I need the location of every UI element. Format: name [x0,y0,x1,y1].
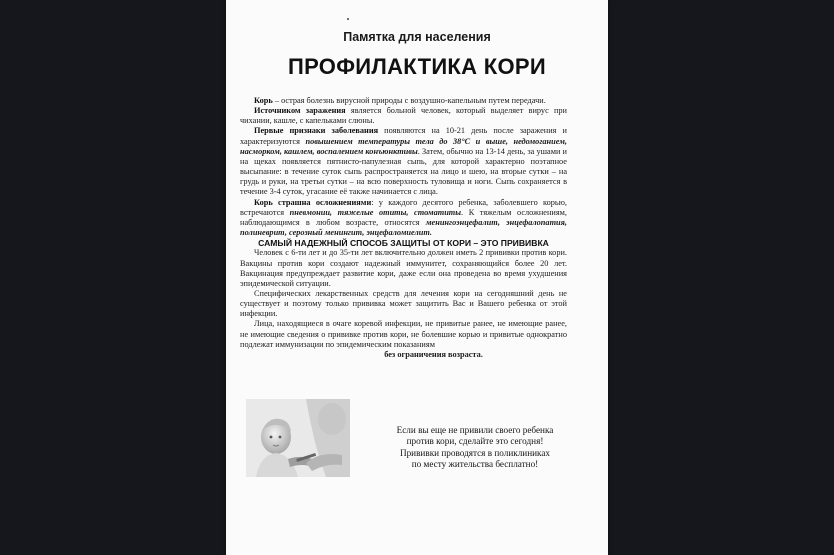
symptoms-text-1: появляются на 10-21 день после заражения и характеризуются [240,126,567,146]
paragraph-vaccination-age: Человек с 6-ти лет и до 35-ти лет включительно должен иметь 2 прививки против кори. Вакцины против кори создают надежный иммунитет, сохраняющийся более 20 лет. Вакцинация предупреждает развитие кори, даже если она проведена во время ухудшения эпидемической ситуации. [240,248,567,288]
callout-line-4: по месту жительства бесплатно! [411,459,539,470]
definition-text: – острая болезнь вирусной природы с воздушно-капельным путем передачи. [272,96,546,105]
callout-line-2: против кори, сделайте это сегодня! [406,436,544,447]
child-vaccination-photo [246,399,350,477]
complications-text-2: . К тяжелым осложнениям, наблюдающимся в любом возрасте, относятся [240,207,567,227]
paragraph-no-treatment: Специфических лекарственных средств для лечения кори на сегодняшний день не существует и поэтому только прививка может защитить Вас и Вашего ребенка от этой инфекции. [240,288,567,319]
child-vaccination-illustration [246,399,350,477]
section-heading-vaccination: САМЫЙ НАДЕЖНЫЙ СПОСОБ ЗАЩИТЫ ОТ КОРИ – ЭТО ПРИВИВКА [258,238,549,249]
complications-text-1: : у каждого десятого ребенка, заболевшего корью, встречаются [240,197,567,217]
no-age-limit-note: без ограничения возраста. [384,349,483,359]
severe-complications-list: менингоэнцефалит, энцефалопатия, полиневрит, серозный менингит, энцефаломиелит. [240,217,567,238]
paragraph-symptoms [240,126,567,197]
symptoms-list: повышением температуры тела до 38°С и выше, недомоганием, насморком, кашлем, воспалением конъюнктивы [240,136,567,156]
leaflet-subtitle: Памятка для населения [343,30,491,44]
paragraph-definition [240,96,567,106]
leaflet-title: ПРОФИЛАКТИКА КОРИ [287,54,546,79]
callout-line-1: Если вы еще не привили своего ребенка [396,425,554,435]
term-measles: Корь [254,96,273,105]
complications-list: пневмонии, тяжелые отиты, стоматиты [289,207,462,217]
symptoms-text-2: . Затем, обычно на 13-14 день, за ушами и на щеках появляется пятнисто-папулезная сыпь, для которой характерно поэтапное высыпание: в течение суток сыпь распространяется на лицо и шею, на вторые сутки – на грудь и руки, на третьи сутки – на всю поверхность туловища и ноги. Сыпь сохраняется в течение 3-4 суток, угасание её также начинается с лица. [240,146,567,197]
vaccination-callout [372,425,578,471]
paragraph-outbreak: Лица, находящиеся в очаге коревой инфекции, не привитые ранее, не имеющие ранее, не имеющие сведения о прививке против кори, не болевшие корью и привитые однократно подлежат иммунизации по эпидемическим показаниям [240,319,567,349]
scan-speck [347,18,349,20]
term-complications: Корь страшна осложнениями [254,197,372,207]
paragraph-source [240,106,567,126]
leaflet-body [240,96,567,360]
document-page [226,0,608,555]
term-source: Источником заражения [254,106,346,116]
callout-line-3: Прививки проводятся в поликлиниках [399,447,551,458]
source-text: является больной человек, который выделяет вирус при чихании, кашле, с капельками слюны. [240,106,567,126]
paragraph-complications [240,198,567,239]
term-first-signs: Первые признаки заболевания [254,126,379,136]
